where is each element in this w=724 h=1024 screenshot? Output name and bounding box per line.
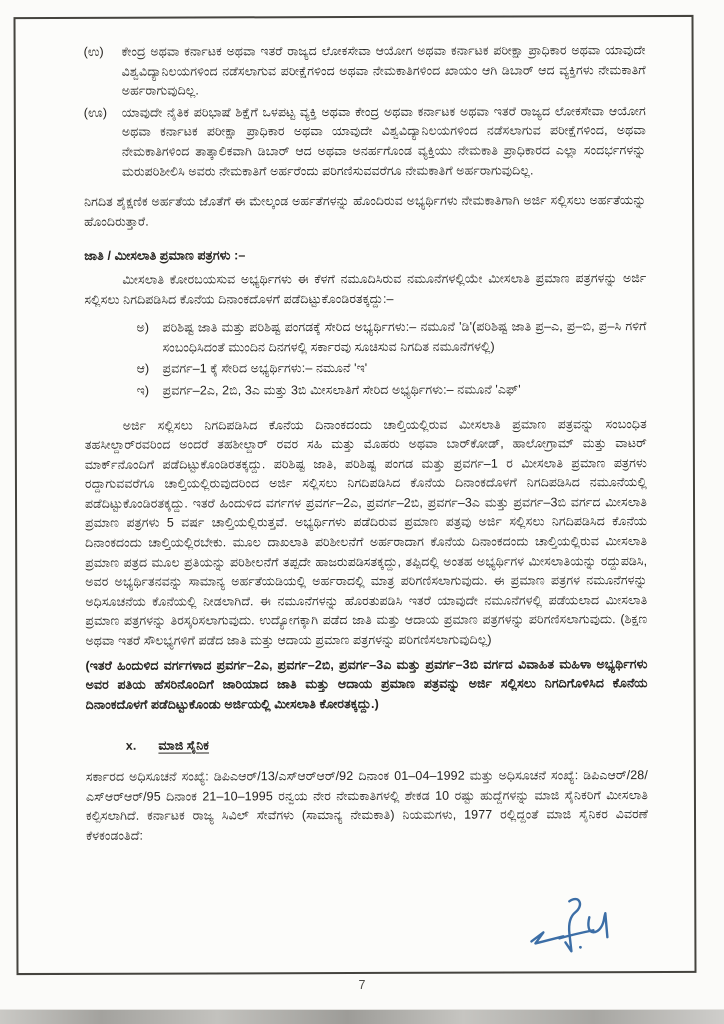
ex-servicemen-heading: ಮಾಜಿ ಸೈನಿಕ: [158, 738, 210, 754]
form-item-text: ಪರಿಶಿಷ್ಟ ಜಾತಿ ಮತ್ತು ಪರಿಶಿಷ್ಟ ಪಂಗಡಕ್ಕೆ ಸೇರಿದ ಅಭ್ಯರ್ಥಿಗಳು:– ನಮೂನೆ 'ಡಿ'(ಪರಿಶಿಷ್ಟ ಜಾತಿ ಪ್ರ–ಎ, ಪ್ರ–ಬಿ, ಪ್ರ–ಸಿ ಗಳಿಗೆ ಸಂಬಂಧಿಸಿದಂತೆ ಮುಂದಿನ ದಿನಗಳಲ್ಲಿ ಸರ್ಕಾರವು ಸೂಚಿಸುವ ನಿಗದಿತ ನಮೂನೆಗಳಲ್ಲಿ): [162, 319, 647, 355]
form-item-label: ಅ): [136, 320, 150, 335]
clause-label: (ಉ): [83, 44, 104, 59]
clause-text: ಕೇಂದ್ರ ಅಥವಾ ಕರ್ನಾಟಕ ಅಥವಾ ಇತರೆ ರಾಜ್ಯದ ಲೋಕಸೇವಾ ಆಯೋಗ ಅಥವಾ ಕರ್ನಾಟಕ ಪರೀಕ್ಷಾ ಪ್ರಾಧಿಕಾರ ಅಥವಾ ಯಾವುದೇ ವಿಶ್ವವಿದ್ಯಾನಿಲಯಗಳಿಂದ ನಡೆಸಲಾಗುವ ಪರೀಕ್ಷೆಗಳಿಂದ ಅಥವಾ ನೇಮಕಾತಿಗಳಿಂದ ಖಾಯಂ ಆಗಿ ಡಿಬಾರ್ ಆದ ವ್ಯಕ್ತಿಗಳು ನೇಮಕಾತಿಗೆ ಅರ್ಹರಾಗುವುದಿಲ್ಲ.: [121, 43, 646, 98]
ex-servicemen-heading-row: [126, 735, 648, 756]
form-item-sc-st: [136, 317, 646, 358]
eligibility-paragraph: ನಿಗದಿತ ಶೈಕ್ಷಣಿಕ ಅರ್ಹತೆಯ ಜೊತೆಗೆ ಈ ಮೇಲ್ಕಂಡ ಅರ್ಹತೆಗಳನ್ನು ಹೊಂದಿರುವ ಅಭ್ಯರ್ಥಿಗಳು ನೇಮಕಾತಿಗಾಗಿ ಅರ್ಜಿ ಸಲ್ಲಿಸಲು ಅರ್ಹತೆಯನ್ನು ಹೊಂದಿರುತ್ತಾರೆ.: [84, 193, 647, 229]
signature: [523, 889, 633, 973]
certificate-validity-paragraph: ಅರ್ಜಿ ಸಲ್ಲಿಸಲು ನಿಗದಿಪಡಿಸಿದ ಕೊನೆಯ ದಿನಾಂಕದಂದು ಚಾಲ್ತಿಯಲ್ಲಿರುವ ಮೀಸಲಾತಿ ಪ್ರಮಾಣ ಪತ್ರವನ್ನು ಸಂಬಂಧಿತ ತಹಸೀಲ್ದಾರ್‌ರವರಿಂದ ಅಂದರೆ ತಹಶೀಲ್ದಾರ್ ರವರ ಸಹಿ ಮತ್ತು ಮೊಹರು ಅಥವಾ ಬಾರ್‌ಕೋಡ್, ಹಾಲೋಗ್ರಾಮ್ ಮತ್ತು ವಾಟರ್ ಮಾರ್ಕ್‌ನೊಂದಿಗೆ ಪಡೆದಿಟ್ಟುಕೊಂಡಿರತಕ್ಕದ್ದು. ಪರಿಶಿಷ್ಟ ಜಾತಿ, ಪರಿಶಿಷ್ಟ ಪಂಗಡ ಮತ್ತು ಪ್ರವರ್ಗ–1 ರ ಮೀಸಲಾತಿ ಪ್ರಮಾಣ ಪತ್ರಗಳು ರದ್ದಾಗುವವರೆಗೂ ಚಾಲ್ತಿಯಲ್ಲಿರುವುದರಿಂದ ಅರ್ಜಿ ಸಲ್ಲಿಸಲು ನಿಗದಿಪಡಿಸಿದ ಕೊನೆಯ ದಿನಾಂಕದೊಳಗೆ ನಿಗದಿಪಡಿಸಿದ ನಮೂನೆಯಲ್ಲಿ ಪಡೆದಿಟ್ಟುಕೊಂಡಿರತಕ್ಕದ್ದು. ಇತರೆ ಹಿಂದುಳಿದ ವರ್ಗಗಳ ಪ್ರವರ್ಗ–2ಎ, ಪ್ರವರ್ಗ–2ಬಿ, ಪ್ರವರ್ಗ–3ಎ ಮತ್ತು ಪ್ರವರ್ಗ–3ಬಿ ವರ್ಗದ ಮೀಸಲಾತಿ ಪ್ರಮಾಣ ಪತ್ರಗಳು 5 ವರ್ಷ ಚಾಲ್ತಿಯಲ್ಲಿರುತ್ತವೆ. ಅಭ್ಯರ್ಥಿಗಳು ಪಡೆದಿರುವ ಪ್ರಮಾಣ ಪತ್ರವು ಅರ್ಜಿ ಸಲ್ಲಿಸಲು ನಿಗದಿಪಡಿಸಿದ ಕೊನೆಯ ದಿನಾಂಕದಂದು ಚಾಲ್ತಿಯಲ್ಲಿರಬೇಕು. ಮೂಲ ದಾಖಲಾತಿ ಪರಿಶೀಲನೆಗೆ ಅರ್ಹರಾದಾಗ ಕೊನೆಯ ದಿನಾಂಕದಂದು ಚಾಲ್ತಿಯಲ್ಲಿರುವ ಮೀಸಲಾತಿ ಪ್ರಮಾಣ ಪತ್ರದ ಮೂಲ ಪ್ರತಿಯನ್ನು ಪರಿಶೀಲನೆಗೆ ತಪ್ಪದೇ ಹಾಜರುಪಡಿಸತಕ್ಕದ್ದು, ತಪ್ಪಿದಲ್ಲಿ ಅಂತಹ ಅಭ್ಯರ್ಥಿಗಳ ಮೀಸಲಾತಿಯನ್ನು ರದ್ದುಪಡಿಸಿ, ಅವರ ಅಭ್ಯರ್ಥಿತನವನ್ನು ಸಾಮಾನ್ಯ ಅರ್ಹತೆಯಡಿಯಲ್ಲಿ ಅರ್ಹರಾದಲ್ಲಿ ಮಾತ್ರ ಪರಿಗಣಿಸಲಾಗುವುದು. ಈ ಪ್ರಮಾಣ ಪತ್ರಗಳ ನಮೂನೆಗಳನ್ನು ಅಧಿಸೂಚನೆಯ ಕೊನೆಯಲ್ಲಿ ನೀಡಲಾಗಿದೆ. ಈ ನಮೂನೆಗಳನ್ನು ಹೊರತುಪಡಿಸಿ ಇತರೆ ಯಾವುದೇ ನಮೂನೆಗಳಲ್ಲಿ ಪಡೆಯಲಾದ ಮೀಸಲಾತಿ ಪ್ರಮಾಣ ಪತ್ರಗಳನ್ನು ತಿರಸ್ಕರಿಸಲಾಗುವುದು. ಉದ್ಯೋಗಕ್ಕಾಗಿ ಪಡೆದ ಜಾತಿ ಮತ್ತು ಆದಾಯ ಪ್ರಮಾಣ ಪತ್ರಗಳನ್ನು ಪರಿಗಣಿಸಲಾಗುವುದು. (ಶಿಕ್ಷಣ ಅಥವಾ ಇತರೆ ಸೌಲಭ್ಯಗಳಿಗೆ ಪಡೆದ ಜಾತಿ ಮತ್ತು ಆದಾಯ ಪ್ರಮಾಣ ಪತ್ರಗಳನ್ನು ಪರಿಗಣಿಸಲಾಗುವುದಿಲ್ಲ): [84, 416, 648, 648]
caste-certificates-intro: ಮೀಸಲಾತಿ ಕೋರಬಯಸುವ ಅಭ್ಯರ್ಥಿಗಳು ಈ ಕೆಳಗೆ ನಮೂದಿಸಿರುವ ನಮೂನೆಗಳಲ್ಲಿಯೇ ಮೀಸಲಾತಿ ಪ್ರಮಾಣ ಪತ್ರಗಳನ್ನು ಅರ್ಜಿ ಸಲ್ಲಿಸಲು ನಿಗದಿಪಡಿಸಿದ ಕೊನೆಯ ದಿನಾಂಕದೊಳಗೆ ಪಡೆದಿಟ್ಟುಕೊಂಡಿರತಕ್ಕದ್ದು:–: [84, 271, 647, 307]
certificate-form-list: [136, 317, 646, 401]
clause-item-u: [84, 41, 646, 102]
form-item-text: ಪ್ರವರ್ಗ–2ಎ, 2ಬಿ, 3ಎ ಮತ್ತು 3ಬಿ ಮೀಸಲಾತಿಗೆ ಸೇರಿದ ಅಭ್ಯರ್ಥಿಗಳು:– ನಮೂನೆ 'ಎಫ್': [162, 382, 521, 398]
page-number: 7: [358, 978, 366, 992]
section-index: x.: [125, 739, 137, 754]
clause-text: ಯಾವುದೇ ನೈತಿಕ ಪರಿಭಾಷೆ ಶಿಕ್ಷೆಗೆ ಒಳಪಟ್ಟ ವ್ಯಕ್ತಿ ಅಥವಾ ಕೇಂದ್ರ ಅಥವಾ ಕರ್ನಾಟಕ ಅಥವಾ ಇತರೆ ರಾಜ್ಯದ ಲೋಕಸೇವಾ ಆಯೋಗ ಅಥವಾ ಕರ್ನಾಟಕ ಪರೀಕ್ಷಾ ಪ್ರಾಧಿಕಾರ ಅಥವಾ ಯಾವುದೇ ವಿಶ್ವವಿದ್ಯಾನಿಲಯಗಳಿಂದ ನಡೆಸಲಾಗುವ ಪರೀಕ್ಷೆಗಳಿಂದ, ಅಥವಾ ನೇಮಕಾತಿಗಳಿಂದ ತಾತ್ಕಾಲಿಕವಾಗಿ ಡಿಬಾರ್ ಆದ ಅಥವಾ ಅನರ್ಹಗೊಂಡ ವ್ಯಕ್ತಿಯು ನೇಮಕಾತಿ ಪ್ರಾಧಿಕಾರದ ಎಲ್ಲಾ ಸಂದರ್ಭಗಳನ್ನು ಮರುಪರಿಶೀಲಿಸಿ ಅವರು ನೇಮಕಾತಿಗೆ ಅರ್ಹರೆಂದು ಪರಿಗಣಿಸುವವರೆಗೂ ನೇಮಕಾತಿಗೆ ಅರ್ಹರಾಗುವುದಿಲ್ಲ.: [121, 103, 646, 179]
clause-label: (ಊ): [83, 105, 108, 120]
ex-servicemen-paragraph: ಸರ್ಕಾರದ ಅಧಿಸೂಚನೆ ಸಂಖ್ಯೆ: ಡಿಪಿಎಆರ್/13/ಎಸ್‌ಆರ್‌ಆರ್/92 ದಿನಾಂಕ 01–04–1992 ಮತ್ತು ಅಧಿಸೂಚನೆ ಸಂಖ್ಯೆ: ಡಿಪಿಎಆರ್/28/ಎಸ್‌ಆರ್‌ಆರ್/95 ದಿನಾಂಕ 21–10–1995 ರನ್ವಯ ನೇರ ನೇಮಕಾತಿಗಳಲ್ಲಿ ಶೇಕಡ 10 ರಷ್ಟು ಹುದ್ದೆಗಳನ್ನು ಮಾಜಿ ಸೈನಿಕರಿಗೆ ಮೀಸಲಾತಿ ಕಲ್ಪಿಸಲಾಗಿದೆ. ಕರ್ನಾಟಕ ರಾಜ್ಯ ಸಿವಿಲ್ ಸೇವೆಗಳು (ಸಾಮಾನ್ಯ ನೇಮಕಾತಿ) ನಿಯಮಗಳು, 1977 ರಲ್ಲಿದ್ದಂತೆ ಮಾಜಿ ಸೈನಿಕರ ವಿವರಣೆ ಕೆಳಕಂಡಂತಿದೆ:: [85, 768, 649, 843]
form-item-cat1: [137, 358, 647, 379]
document-body: [84, 41, 649, 891]
form-item-label: ಆ): [136, 361, 150, 376]
obc-married-women-note: (ಇತರೆ ಹಿಂದುಳಿದ ವರ್ಗಗಳಾದ ಪ್ರವರ್ಗ–2ಎ, ಪ್ರವರ್ಗ–2ಬಿ, ಪ್ರವರ್ಗ–3ಎ ಮತ್ತು ಪ್ರವರ್ಗ–3ಬಿ ವರ್ಗದ ವಿವಾಹಿತ ಮಹಿಳಾ ಅಭ್ಯರ್ಥಿಗಳು ಅವರ ಪತಿಯ ಹೆಸರಿನೊಂದಿಗೆ ಜಾರಿಯಾದ ಜಾತಿ ಮತ್ತು ಆದಾಯ ಪ್ರಮಾಣ ಪತ್ರವನ್ನು ಅರ್ಜಿ ಸಲ್ಲಿಸಲು ನಿಗದಿಗೊಳಿಸಿದ ಕೊನೆಯ ದಿನಾಂಕದೊಳಗೆ ಪಡೆದಿಟ್ಟುಕೊಂಡು ಅರ್ಜಿಯಲ್ಲಿ ಮೀಸಲಾತಿ ಕೋರತಕ್ಕದ್ದು.): [85, 656, 648, 712]
form-item-label: ಇ): [136, 383, 150, 398]
caste-certificates-heading: ಜಾತಿ / ಮೀಸಲಾತಿ ಪ್ರಮಾಣ ಪತ್ರಗಳು :–: [84, 248, 246, 264]
form-item-cat2a-3b: [137, 380, 647, 401]
clause-item-uu: [84, 102, 646, 182]
page-sheet: [13, 15, 696, 975]
bottom-scan-edge: [0, 1009, 724, 1024]
form-item-text: ಪ್ರವರ್ಗ–1 ಕ್ಕೆ ಸೇರಿದ ಅಭ್ಯರ್ಥಿಗಳು:– ನಮೂನೆ 'ಇ': [162, 361, 368, 376]
